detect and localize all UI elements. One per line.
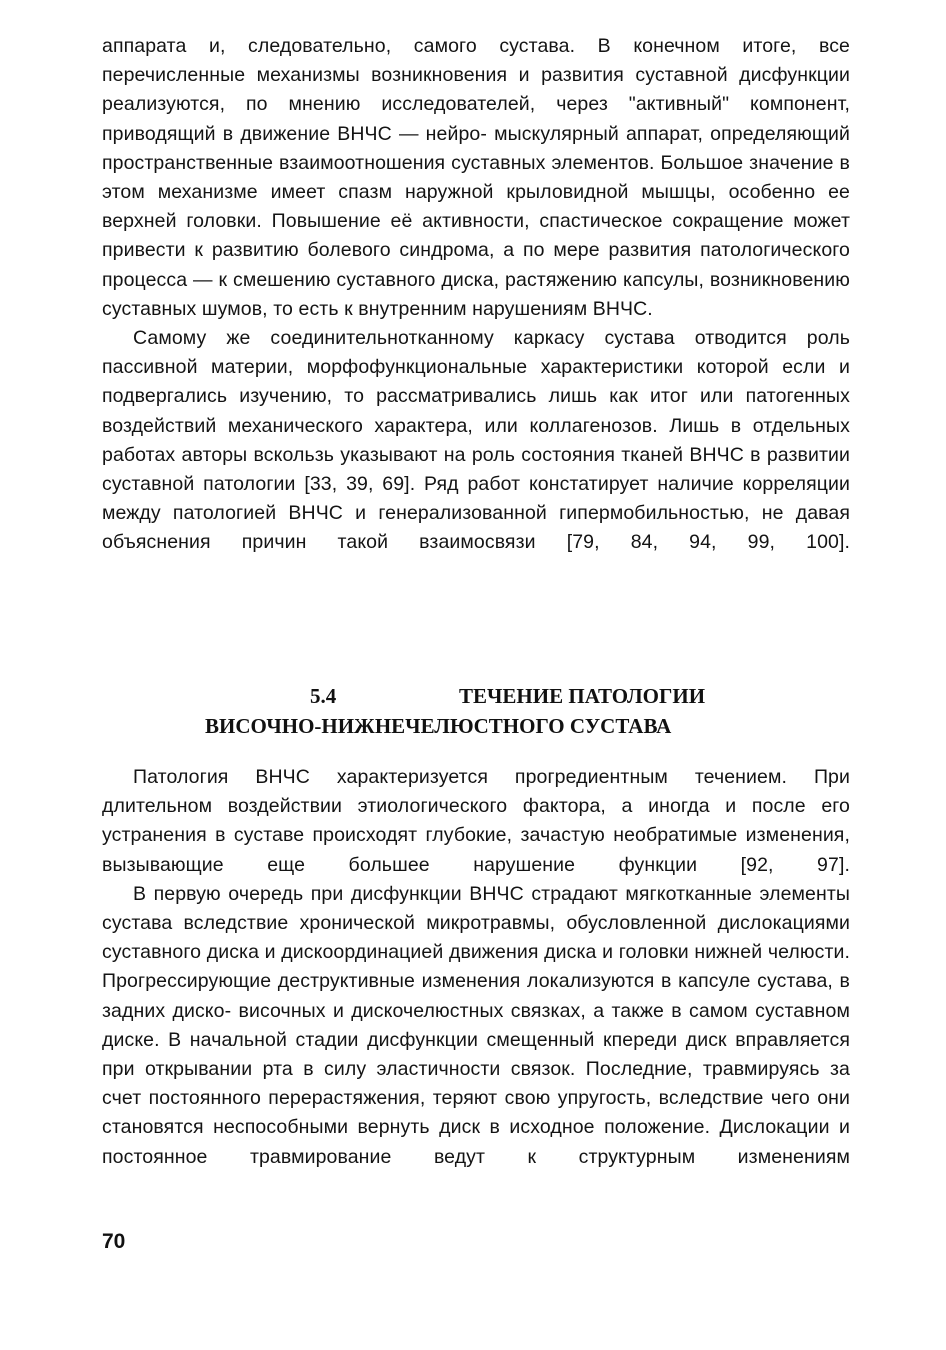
paragraph: В первую очередь при дисфункции ВНЧС страдают мягкотканные элементы сустава вследствие хронической микротравмы, обусловленной дислокациями суставного диска и дискоординацией движения диска и головки нижней челюсти. Прогрессирующие деструктивные изменения локализуются в капсуле сустава, в задних диско- височных и дискочелюстных связках, а также в самом суставном диске. В начальной стадии дисфункции смещенный кпереди диск вправляется при открывании рта в силу эластичности связок. Последние, травмируясь за счет постоянного перерастяжения, теряют свою упругость, вследствие чего они становятся неспособными вернуть диск в исходное положение. Дислокации и постоянное травмирование ведут к структурным изменениям [102,882,850,1168]
paragraph: Самому же соединительнотканному каркасу сустава отводится роль пассивной материи, морфофункциональные характеристики которой если и подвергались изучению, то рассматривались лишь как итог или патогенных воздействий механического характера, или коллагенозов. Лишь в отдельных работах авторы вскользь указывают на роль состояния тканей ВНЧС в развитии суставной патологии [33, 39, 69]. Ряд работ констатирует наличие корреляции между патологией ВНЧС и генерализованной гипермобильностью, не давая объяснения причин такой взаимосвязи [79, 84, 94, 99, 100]. [102,327,850,554]
paragraph: Патология ВНЧС характеризуется прогредиентным течением. При длительном воздействии этиологического фактора, а иногда и после его устранения в суставе происходят глубокие, зачастую необратимые изменения, вызывающие еще большее нарушение функции [92, 97]. [102,766,850,876]
section-title-line-2: ВИСОЧНО-НИЖНЕЧЕЛЮСТНОГО СУСТАВА [205,714,672,738]
section-title-line-1: ТЕЧЕНИЕ ПАТОЛОГИИ [459,684,706,708]
text-block-top [102,32,850,558]
text-block-bottom [102,763,850,1172]
section-heading [102,681,850,741]
section-number: 5.4 [310,684,337,708]
paragraph: аппарата и, следовательно, самого сустава. В конечном итоге, все перечисленные механизмы возникновения и развития суставной дисфункции реализуются, по мнению исследователей, через "активный" компонент, приводящий в движение ВНЧС — нейро- мыскулярный аппарат, определяющий пространственные взаимоотношения суставных элементов. Большое значение в этом механизме имеет спазм наружной крыловидной мышцы, особенно ее верхней головки. Повышение её активности, спастическое сокращение может привести к развитию болевого синдрома, а по мере развития патологического процесса — к смешению суставного диска, растяжению капсулы, возникновению суставных шумов, то есть к внутренним нарушениям ВНЧС. [102,35,850,320]
page-number: 70 [102,1230,126,1253]
